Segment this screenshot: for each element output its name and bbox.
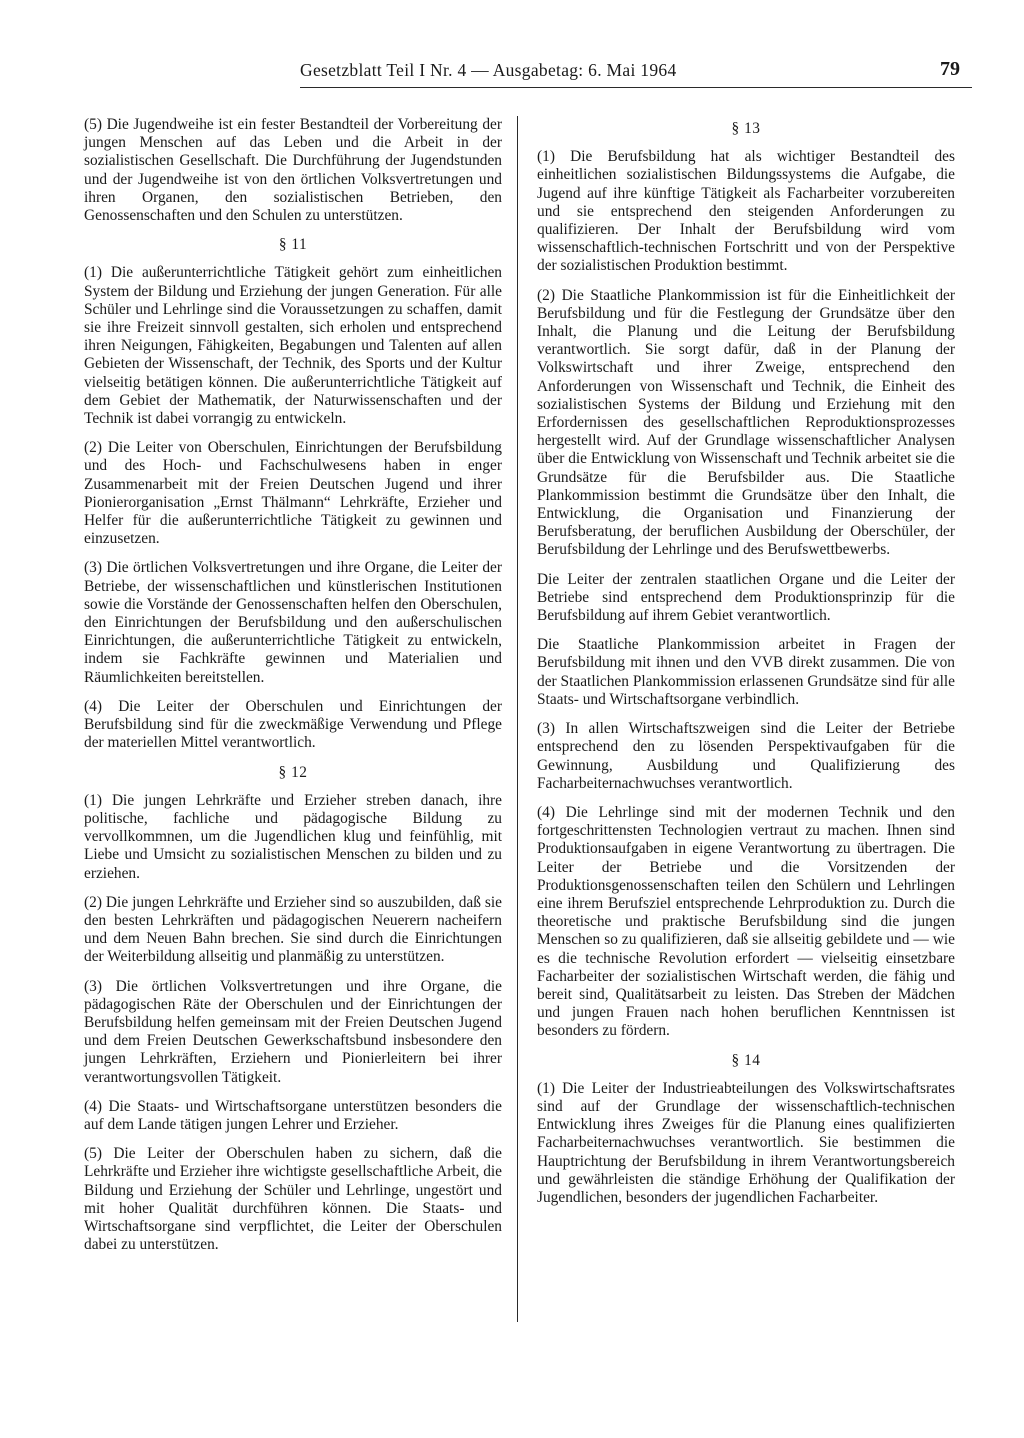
paragraph-s14-1: (1) Die Leiter der Industrieabteilungen des Volkswirtschaftsrates sind auf der Grundlage der wissenschaftlich-technischen Entwicklung ihres Zweiges für die Planung eines qualifizierten Facharbeiternachwuchses verantwortlich. Sie bestimmen die Hauptrichtung der Berufsbildung in ihrem Verantwortungsbereich und gewährleisten die ständige Erhöhung der Qualifikation der Jugendlichen, besonders der jugendlichen Facharbeiter. — [537, 1079, 955, 1206]
right-column — [537, 116, 955, 1218]
page-header — [300, 60, 972, 88]
paragraph-s12-3: (3) Die örtlichen Volksvertretungen und ihre Organe, die pädagogischen Räte der Oberschulen und der Einrichtungen der Berufsbildung helfen gemeinsam mit der Freien Deutschen Jugend und dem Freien Deutschen Gewerkschaftsbund insbesondere den jungen Lehrkräften, Erziehern und Pionierleitern bei ihrer verantwortungsvollen Tätigkeit. — [84, 977, 502, 1086]
paragraph-s12-1: (1) Die jungen Lehrkräfte und Erzieher streben danach, ihre politische, fachliche und pädagogische Bildung zu vervollkommnen, um die Jugendlichen klug und feinfühlig, mit Liebe und Umsicht zu sozialistischen Menschen zu bilden und zu erziehen. — [84, 791, 502, 882]
section-heading-11: § 11 — [278, 236, 308, 254]
section-heading-12: § 12 — [278, 763, 308, 781]
left-column — [84, 116, 502, 1265]
paragraph-s12-5: (5) Die Leiter der Oberschulen haben zu sichern, daß die Lehrkräfte und Erzieher ihre wichtigste gesellschaftliche Arbeit, die Bildung und Erziehung der Schüler und Lehrlinge, ungestört und mit hoher Qualität durchführen können. Die Staats- und Wirtschaftsorgane sind verpflichtet, die Leiter der Oberschulen dabei zu unterstützen. — [84, 1145, 502, 1254]
paragraph-s12-2: (2) Die jungen Lehrkräfte und Erzieher sind so auszubilden, daß sie den besten Lehrkräften und pädagogischen Neuerern nacheifern und dem Neuen Bahn brechen. Sie sind durch die Einrichtungen der Weiterbildung allseitig und planmäßig zu unterstützen. — [84, 893, 502, 966]
paragraph-s13-3: (3) In allen Wirtschaftszweigen sind die Leiter der Betriebe entsprechend den zu lösenden Perspektivaufgaben für die Gewinnung, Ausbildung und Qualifizierung des Facharbeiternachwuchses verantwortlich. — [537, 720, 955, 792]
section-heading-14: § 14 — [731, 1051, 761, 1069]
page-number: 79 — [940, 58, 960, 80]
paragraph-s13-4: (4) Die Lehrlinge sind mit der modernen Technik und den fortgeschrittensten Technologien vertraut zu machen. Ihnen sind Produktionsaufgaben in eigene Verantwortung zu übertragen. Die Leiter der Betriebe und die Vorsitzenden der Produktionsgenossenschaften teilen den Schülern und Lehrlingen eine ihrem Berufsziel entsprechende Lehrproduktion zu. Durch die theoretische und praktische Berufsbildung sind die jungen Menschen so zu qualifizieren, daß sie allseitig gebildete und — wie es die technische Revolution erfordert — vielseitig einsetzbare Facharbeiter der sozialistischen Wirtschaft werden, die fähig und bereit sind, Qualitätsarbeit zu leisten. Das Streben der Mädchen und jungen Frauen nach hohen beruflichen Kenntnissen ist besonders zu fördern. — [537, 803, 955, 1040]
paragraph-s13-2b: Die Leiter der zentralen staatlichen Organe und die Leiter der Betriebe sind entsprechend dem Produktionsprinzip für die Berufsbildung auf ihrem Gebiet verantwortlich. — [537, 570, 955, 625]
section-heading-13: § 13 — [731, 120, 761, 137]
paragraph-s11-1: (1) Die außerunterrichtliche Tätigkeit gehört zum einheitlichen System der Bildung und Erziehung der jungen Generation. Für alle Schüler und Lehrlinge sind die Voraussetzungen zu schaffen, damit sie ihre Freizeit sinnvoll gestalten, sich erholen und entsprechend ihren Neigungen, Fähigkeiten, Begabungen und Talenten auf allen Gebieten der Wissenschaft, der Technik, des Sports und der Kultur vielseitig betätigen können. Die außerunterrichtliche Tätigkeit auf dem Gebiet der Mathematik, der Naturwissenschaften und der Technik ist dabei vorrangig zu entwickeln. — [84, 264, 502, 428]
paragraph-s13-2: (2) Die Staatliche Plankommission ist für die Einheitlichkeit der Berufsbildung und für die Festlegung der Grundsätze über den Inhalt, die Planung und die Leitung der Berufsbildung verantwortlich. Sie sorgt dafür, daß in der Planung der Volkswirtschaft und ihrer Zweige, entsprechend den Anforderungen von Wissenschaft und Technik, die Einheit des sozialistischen Systems der Bildung und Erziehung mit den Erfordernissen des gesellschaftlichen Reproduktionsprozesses hergestellt wird. Auf der Grundlage wissenschaftlicher Analysen über die Entwicklung von Wissenschaft und Technik arbeitet sie die Grundsätze für die Berufsbilder aus. Die Staatliche Plankommission bestimmt die Grundsätze über den Inhalt, die Entwicklung, die Organisation und Finanzierung der Berufsberatung, der beruflichen Ausbildung der Oberschüler, der Berufsbildung der Lehrlinge und des Berufswettbewerbs. — [537, 286, 955, 559]
column-divider — [517, 116, 518, 1322]
header-title: Gesetzblatt Teil I Nr. 4 — Ausgabetag: 6. Mai 1964 — [300, 60, 677, 80]
paragraph-s11-4: (4) Die Leiter der Oberschulen und Einrichtungen der Berufsbildung sind für die zweckmäßige Verwendung und Pflege der materiellen Mittel verantwortlich. — [84, 697, 502, 752]
paragraph-s11-3: (3) Die örtlichen Volksvertretungen und ihre Organe, die Leiter der Betriebe, der wissenschaftlichen und künstlerischen Institutionen sowie die Vorstände der Genossenschaften helfen den Oberschulen, den Einrichtungen der Berufsbildung und den außerschulischen Einrichtungen, die außerunterrichtliche Tätigkeit zu entwickeln, indem sie Fachkräfte gewinnen und Materialien und Räumlichkeiten bereitstellen. — [84, 559, 502, 686]
paragraph-s12-4: (4) Die Staats- und Wirtschaftsorgane unterstützen besonders die auf dem Lande tätigen jungen Lehrer und Erzieher. — [84, 1097, 502, 1133]
paragraph-s13-2c: Die Staatliche Plankommission arbeitet in Fragen der Berufsbildung mit ihnen und den VVB direkt zusammen. Die von der Staatlichen Plankommission erlassenen Grundsätze sind für alle Staats- und Wirtschaftsorgane verbindlich. — [537, 636, 955, 708]
paragraph-jugendweihe: (5) Die Jugendweihe ist ein fester Bestandteil der Vorbereitung der jungen Menschen auf das Leben und die Arbeit in der sozialistischen Gesellschaft. Die Durchführung der Jugendstunden und der Jugendweihe ist von den örtlichen Volksvertretungen und ihren Organen, den sozialistischen Betrieben, den Genossenschaften und den Schulen zu unterstützen. — [84, 116, 502, 225]
paragraph-s11-2: (2) Die Leiter von Oberschulen, Einrichtungen der Berufsbildung und des Hoch- und Fachschulwesens haben in enger Zusammenarbeit mit der Freien Deutschen Jugend und ihrer Pionierorganisation „Ernst Thälmann“ Lehrkräfte, Erzieher und Helfer für die außerunterrichtliche Tätigkeit zu gewinnen und einzusetzen. — [84, 439, 502, 548]
paragraph-s13-1: (1) Die Berufsbildung hat als wichtiger Bestandteil des einheitlichen sozialistischen Bildungssystems die Aufgabe, die Jugend auf ihre künftige Tätigkeit als Facharbeiter vorzubereiten und sie entsprechend den steigenden Anforderungen zu qualifizieren. Der Inhalt der Berufsbildung wird vom wissenschaftlich-technischen Fortschritt und von der Perspektive der sozialistischen Produktion bestimmt. — [537, 148, 955, 275]
header-rule — [300, 87, 972, 88]
